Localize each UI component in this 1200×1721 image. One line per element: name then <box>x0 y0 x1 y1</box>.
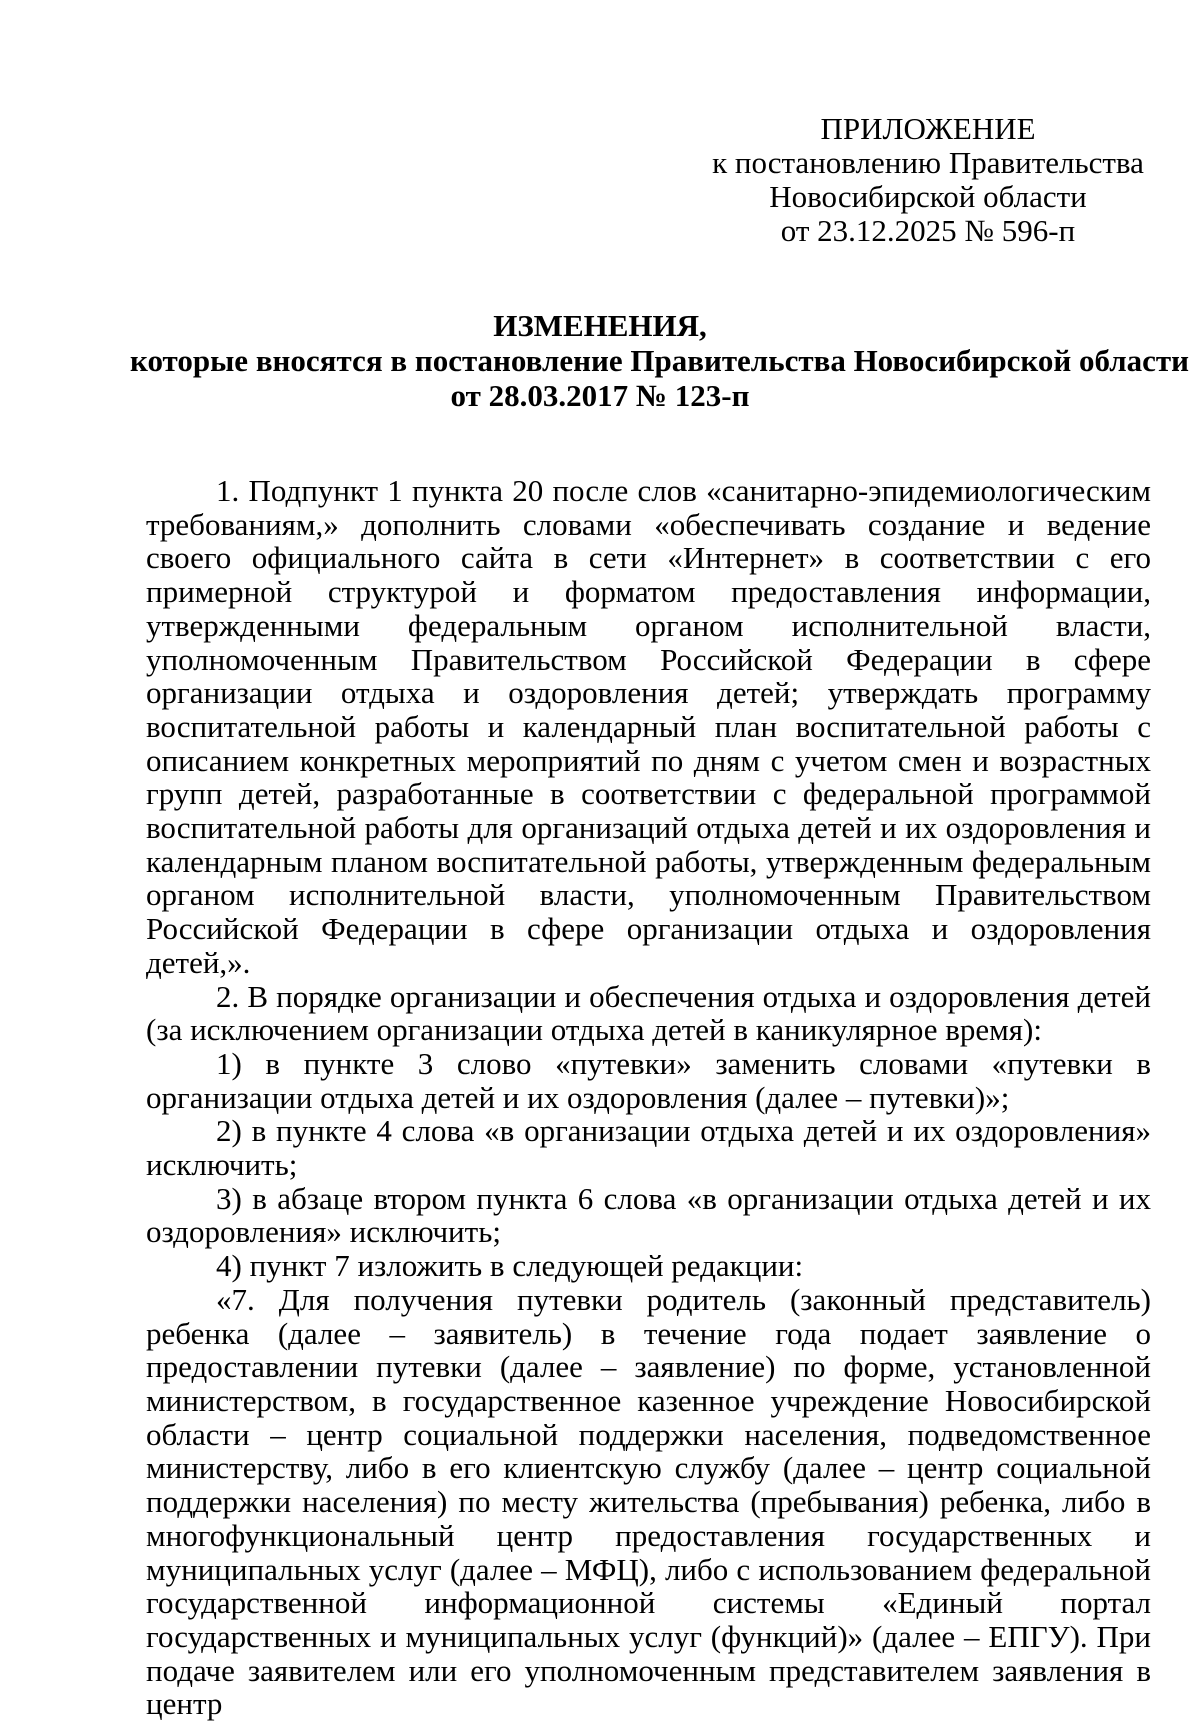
paragraph: 3) в абзаце втором пункта 6 слова «в организации отдыха детей и их оздоровления» исключить; <box>146 1180 1151 1250</box>
paragraph: 2. В порядке организации и обеспечения отдыха и оздоровления детей (за исключением организации отдыха детей в каникулярное время): <box>146 978 1151 1048</box>
paragraph: 2) в пункте 4 слова «в организации отдыха детей и их оздоровления» исключить; <box>146 1113 1151 1183</box>
appendix-title: ПРИЛОЖЕНИЕ <box>820 111 1036 146</box>
heading-reference: от 28.03.2017 № 123-п <box>450 378 750 413</box>
document-heading <box>130 308 1189 413</box>
paragraph: 1. Подпункт 1 пункта 20 после слов «санитарно-эпидемиологическим требованиям,» дополнить словами «обеспечивать создание и ведение своего официального сайта в сети «Интернет» в соответствии с его примерной структурой и форматом предоставления информации, утвержденными федеральным органом исполнительной власти, уполномоченным Правительством Российской Федерации в сфере организации отдыха и оздоровления детей; утверждать программу воспитательной работы и календарный план воспитательной работы с описанием конкретных мероприятий по дням с учетом смен и возрастных групп детей, разработанные в соответствии с федеральной программой воспитательной работы для организаций отдыха детей и их оздоровления и календарным планом воспитательной работы, утвержденным федеральным органом исполнительной власти, уполномоченным Правительством Российской Федерации в сфере организации отдыха и оздоровления детей,». <box>146 473 1151 980</box>
appendix-date-number: от 23.12.2025 № 596-п <box>780 213 1076 248</box>
heading-subtitle: которые вносятся в постановление Правительства Новосибирской области <box>130 343 1189 378</box>
paragraph: 1) в пункте 3 слово «путевки» заменить словами «путевки в организации отдыха детей и их оздоровления (далее – путевки)»; <box>146 1045 1151 1115</box>
appendix-line: Новосибирской области <box>769 179 1087 214</box>
appendix-line: к постановлению Правительства <box>712 145 1144 180</box>
paragraph: 4) пункт 7 изложить в следующей редакции: <box>216 1248 804 1284</box>
document-body <box>146 474 1151 1721</box>
appendix-block <box>700 112 1156 248</box>
paragraph: «7. Для получения путевки родитель (законный представитель) ребенка (далее – заявитель) в течение года подает заявление о предоставлении путевки (далее – заявление) по форме, установленной министерством, в государственное казенное учреждение Новосибирской области – центр социальной поддержки населения, подведомственное министерству, либо в его клиентскую службу (далее – центр социальной поддержки населения) по месту жительства (пребывания) ребенка, либо в многофункциональный центр предоставления государственных и муниципальных услуг (далее – МФЦ), либо с использованием федеральной государственной информационной системы «Единый портал государственных и муниципальных услуг (функций)» (далее – ЕПГУ). При подаче заявителем или его уполномоченным представителем заявления в центр <box>146 1281 1151 1721</box>
heading-title: ИЗМЕНЕНИЯ, <box>493 308 707 343</box>
